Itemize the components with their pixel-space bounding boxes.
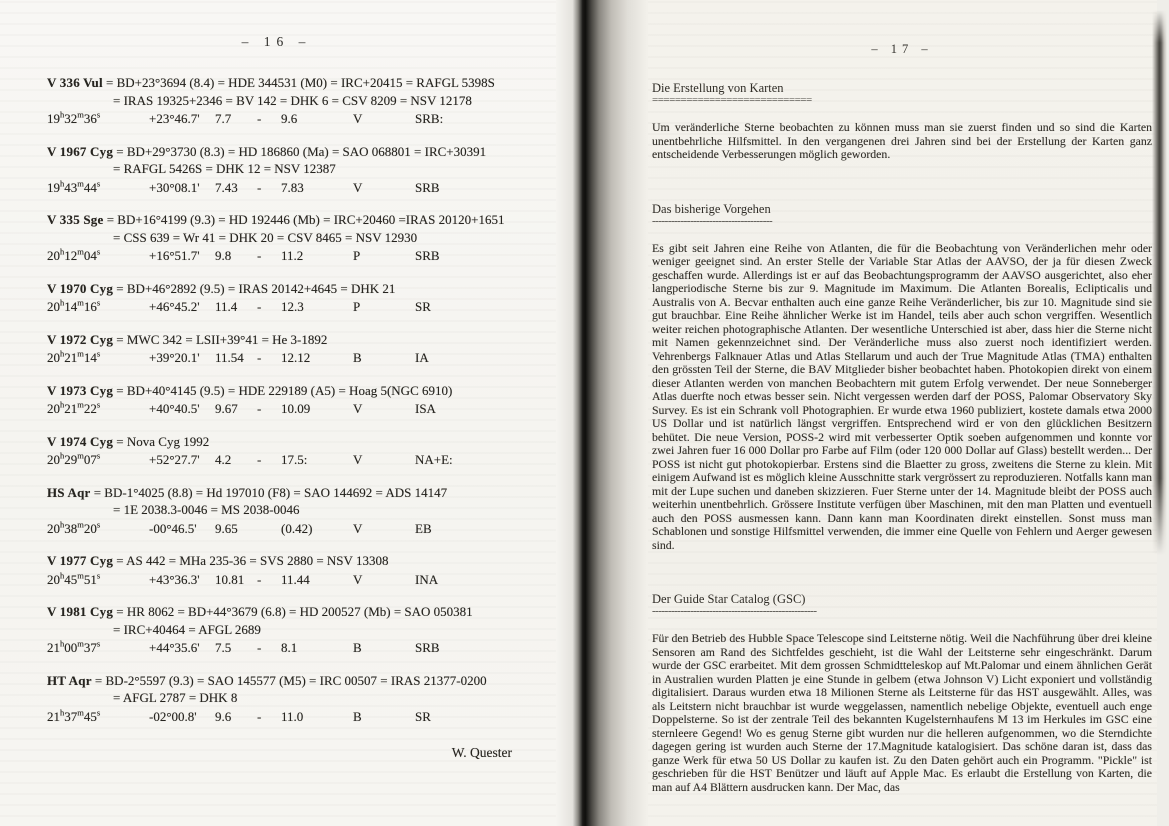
magnitude-min: 4.2 [215,452,232,467]
star-name: HS Aqr [47,484,91,500]
magnitude-min: 7.7 [215,111,232,126]
right-ascension: 20$^h$45$^m$51$^s$ [47,570,101,587]
variability-type: NA+E: [415,452,453,467]
photometric-band: V [353,571,363,587]
star-name: HT Aqr [47,672,92,688]
star-entry [47,603,546,657]
star-identifiers: = BD+29°3730 (8.3) = HD 186860 (Ma) = SAO 068801 = IRC+30391 [113,143,487,159]
star-entry [47,382,546,418]
photometric-band: B [353,350,362,365]
star-name: V 335 Sge [47,212,104,227]
star-identifiers-continued: = RAFGL 5426S = DHK 12 = NSV 12387 [113,161,336,176]
star-entry-head [47,433,546,451]
photometric-band: V [353,452,363,467]
star-identifiers: = HR 8062 = BD+44°3679 (6.8) = HD 200527 (Mb) = SAO 050381 [113,604,473,619]
variability-type: ISA [415,401,436,416]
star-data-row [47,708,546,726]
magnitude-min: 9.8 [215,248,232,263]
magnitude-range-dash: - [257,111,262,126]
book-gutter-shadow [556,0,648,826]
magnitude-max: 11.2 [281,248,304,263]
page-16 [0,0,560,826]
star-entry-head [47,552,546,570]
star-entry [47,211,546,265]
star-identifiers: = BD+46°2892 (9.5) = IRAS 20142+4645 = DHK 21 [113,280,396,296]
declination: +43°36.3' [149,571,200,587]
right-ascension: 19$^h$43$^m$44$^s$ [47,178,101,195]
star-identifiers-continued: = CSS 639 = Wr 41 = DHK 20 = CSV 8465 = NSV 12930 [113,229,418,245]
magnitude-range-dash: - [257,299,262,314]
star-name: V 1967 Cyg [47,143,114,159]
photometric-band: B [353,640,362,655]
right-ascension: 19$^h$32$^m$36$^s$ [47,109,101,126]
variability-type: SR [415,708,431,724]
magnitude-range-dash: - [257,708,262,724]
magnitude-range-dash: - [257,640,262,655]
photometric-band: V [353,179,363,195]
page-16-content [0,0,560,761]
magnitude-min: 9.6 [215,708,232,724]
variability-type: EB [415,520,432,536]
page-17 [648,0,1157,826]
star-entry-head [47,211,546,229]
section-heading-underline: -------------------------------------- [652,214,773,227]
star-identifiers-continued: = IRAS 19325+2346 = BV 142 = DHK 6 = CSV 8209 = NSV 12178 [113,92,472,108]
scan-right-edge [1152,10,1167,555]
star-entry-head [47,331,546,349]
section-heading-underline: ============================ [652,94,812,106]
variability-type: SR [415,299,431,314]
magnitude-max: 17.5: [281,452,308,467]
magnitude-min: 7.43 [215,179,238,195]
author-signature: W. Quester [451,745,512,760]
declination: -00°46.5' [149,520,197,536]
declination: +46°45.2' [149,299,200,314]
star-entry-head [47,382,546,400]
star-data-row [47,298,546,316]
photometric-band: P [353,248,361,263]
star-entry-head [47,603,546,621]
star-identifiers: = BD-2°5597 (9.3) = SAO 145577 (M5) = IRC 00507 = IRAS 21377-0200 [91,672,487,688]
photometric-band: P [353,299,361,314]
declination: +39°20.1' [149,350,200,365]
star-identifiers: = BD+40°4145 (9.5) = HDE 229189 (A5) = Hoag 5(NGC 6910) [113,382,453,398]
star-identifiers: = BD+23°3694 (8.4) = HDE 344531 (M0) = IRC+20415 = RAFGL 5398S [102,75,495,90]
photometric-band: B [353,708,362,724]
star-identifiers: = BD+16°4199 (9.3) = HD 192446 (Mb) = IRC+20460 =IRAS 20120+1651 [103,212,505,227]
star-entry [47,484,546,538]
star-entry [47,331,546,367]
right-ascension: 20$^h$21$^m$22$^s$ [47,399,101,416]
star-data-row [47,110,546,128]
right-ascension: 21$^h$37$^m$45$^s$ [47,707,101,724]
section-heading: Das bisherige Vorgehen [652,201,771,216]
magnitude-range-dash: - [257,401,262,416]
star-entry [47,143,546,197]
star-entry-head [47,280,546,298]
star-data-row [47,520,546,538]
star-identifiers-continued: = AFGL 2787 = DHK 8 [113,690,238,705]
magnitude-min: 11.54 [215,350,244,365]
star-identifiers: = AS 442 = MHa 235-36 = SVS 2880 = NSV 13308 [113,553,389,568]
section-heading: Der Guide Star Catalog (GSC) [652,592,806,606]
magnitude-max: (0.42) [281,520,313,536]
right-ascension: 20$^h$38$^m$20$^s$ [47,519,101,536]
magnitude-range-dash: - [257,248,262,263]
star-name: V 336 Vul [47,75,103,90]
star-entry [47,74,546,128]
star-name: V 1977 Cyg [47,553,114,568]
magnitude-max: 7.83 [281,179,304,195]
article-section [652,81,1152,162]
right-ascension: 20$^h$12$^m$04$^s$ [47,246,101,263]
section-paragraph: Um veränderliche Sterne beobachten zu können muss man sie zuerst finden und so sind die Karten unentbehrliche Hilfsmittel. In den vergangenen drei Jahren sind bei der Erstellung der Karten ganz entscheidende Verbesserungen möglich geworden. [652,120,1152,161]
magnitude-min: 7.5 [215,640,232,655]
declination: -02°00.8' [149,708,197,724]
variability-type: SRB: [415,111,444,126]
star-entry [47,672,546,726]
star-name: V 1970 Cyg [47,280,114,296]
star-data-row [47,571,546,589]
section-heading-underline: ---------------------------------------------------- [652,605,817,617]
magnitude-max: 11.44 [281,571,310,587]
star-entry [47,552,546,588]
entries [47,74,546,725]
declination: +16°51.7' [149,248,200,263]
right-ascension: 20$^h$21$^m$14$^s$ [47,348,101,365]
right-ascension: 21$^h$00$^m$37$^s$ [47,638,101,655]
star-name: V 1973 Cyg [47,382,114,398]
magnitude-range-dash: - [257,179,262,195]
star-identifiers: = Nova Cyg 1992 [113,433,210,449]
magnitude-min: 10.81 [215,571,245,587]
star-data-row [47,179,546,197]
section-paragraph: Für den Betrieb des Hubble Space Telescope sind Leitsterne nötig. Weil die Nachführung über drei kleine Sensoren am Rand des Sichtfeldes geschieht, ist die Wahl der Leitsterne sehr eingeschränkt. Darum wurde der GSC erarbeitet. Mit dem grossen Schmidtteleskop auf Mt.Palomar und einem ähnlichen Gerät in Australien wurden Platten je eine Stunde in gelbem (etwa Johnson V) Licht exponiert und vollständig digitalisiert. Daraus wurden etwa 18 Milionen Sterne als Leitsterne für das HST ausgewählt. Alles, was als Leitstern nicht brauchbar ist wurde weggelassen, namentlich nebelige Objekte, eventuell auch enge Doppelsterne. So ist der zentrale Teil des bekannten Kugelsternhaufens M 13 im Herkules im GSC eine sternleere Gegend! Wo es genug Sterne gibt wurden nur die helleren aufgenommen, wo die Sterndichte dagegen gering ist wurden auch Sterne der 17.Magnitude katalogisiert. Das schöne daran ist, dass das ganze Werk für etwa 50 US Dollar zu kaufen ist. Zu den Daten gehört auch ein Programm. "Pickle" ist geschrieben für die HST Benützer und läuft auf Apple Mac. Es erlaubt die Erstellung von Karten, die man auf A4 Blättern ausdrucken kann. Der Mac, das [652,631,1152,794]
declination: +23°46.7' [149,111,200,126]
star-data-row [47,451,546,469]
magnitude-range-dash: - [257,452,262,467]
magnitude-max: 11.0 [281,708,304,724]
star-identifiers-continued: = 1E 2038.3-0046 = MS 2038-0046 [113,502,300,517]
declination: +52°27.7' [149,452,200,467]
magnitude-range-dash: - [257,571,262,587]
variability-type: SRB [415,179,440,195]
variability-type: INA [415,571,439,587]
photometric-band: V [353,520,363,536]
magnitude-min: 11.4 [215,299,238,314]
page-17-content [648,0,1157,794]
photometric-band: V [353,401,363,416]
star-name: V 1972 Cyg [47,331,114,347]
page-number-right: – 17 – [871,42,933,56]
section-paragraph: Es gibt seit Jahren eine Reihe von Atlanten, die für die Beobachtung von Veränderlichen mehr oder weniger geeignet sind. An erster Stelle der Variable Star Atlas der AAVSO, der ja für diesen Zweck geschaffen wurde. Allerdings ist er auf das Beobachtungsprogramm der AAVSO ausgerichtet, also eher langperiodische Sterne bis zur 9. Magnitude im Maximum. Die Atlanten Borealis, Eclipticalis und Australis von A. Becvar enthalten auch eine ganze Reihe Veränderlicher, bis zur 10. Magnitude sind sie gut brauchbar. Eine Reihe ähnlicher Werke ist im Handel, teils aber auch schon vergriffen. Wesentlich weiter reichen photographische Atlanten. Der wesentliche Unterschied ist aber, dass hier die Sterne nicht mit Namen gekennzeichnet sind. Der Veränderliche muss also zuerst noch identifiziert werden. Vehrenbergs Falknauer Atlas und Atlas Stellarum und auch der True Magnitude Atlas (TMA) enthalten den grössten Teil der Sterne, die BAV Mitglieder bisher beobachtet haben. Photokopien direkt von einem dieser Atlanten werden von manchen Beobachtern mit gutem Erfolg verwendet. Der neue Sonneberger Atlas duerfte noch etwas besser sein. Nicht vergessen werden darf der POSS, Palomar Observatory Sky Survey. Es ist ein Schrank voll Photographien. Er wurde etwa 1960 publiziert, kostete damals etwa 2000 US Dollar und ist natürlich längst vergriffen. Entsprechend wird er von den glücklichen Besitzern behütet. Die neue Version, POSS-2 wird mit verbesserter Optik soeben aufgenommen und konnte vor zwei Jahren fuer 16 000 Dollar pro Farbe auf Film (oder 120 000 Dollar auf Glass) bestellt werden... Der POSS ist nicht gut photokopierbar. Erstens sind die Blaetter zu gross, zweitens die Sterne zu klein. Mit einigem Aufwand ist es möglich kleine Ausschnitte stark vergrössert zu reproduzieren. Notfalls kann man mit der Lupe suchen und daneben skizzieren. Fuer Sterne unter der 14. Magnitude bleibt der POSS auch weiterhin unentbehrlich. Grössere Institute verfügen über Maschinen, mit den man Platten und eventuell auch den POSS ausmessen kann. Dann kann man Koordinaten direkt einstellen. Sonst muss man Schablonen und sonstige Hilfsmittel verwenden, die immer eine Quelle von Fehlern und Aerger gewesen sind. [652,240,1152,552]
star-entry-head [47,74,546,92]
page-number-left: – 16 – [241,34,312,49]
magnitude-max: 12.12 [281,350,311,365]
article-section [652,202,1152,553]
magnitude-max: 8.1 [281,640,298,655]
star-identifiers: = BD-1°4025 (8.8) = Hd 197010 (F8) = SAO 144692 = ADS 14147 [90,484,448,500]
magnitude-range-dash: - [257,350,262,365]
right-ascension: 20$^h$14$^m$16$^s$ [47,297,101,314]
star-identifiers-continued: = IRC+40464 = AFGL 2689 [113,621,261,637]
star-data-row [47,639,546,657]
variability-type: SRB [415,248,440,263]
magnitude-min: 9.65 [215,520,238,536]
declination: +40°40.5' [149,401,200,416]
article-section [652,592,1152,794]
sections [652,81,1152,794]
star-data-row [47,400,546,418]
magnitude-max: 10.09 [281,401,311,416]
star-entry-head [47,672,546,690]
star-identifiers: = MWC 342 = LSII+39°41 = He 3-1892 [113,331,328,347]
star-entry-head [47,484,546,502]
star-name: V 1974 Cyg [47,433,114,449]
star-entry-head [47,143,546,161]
declination: +44°35.6' [149,640,200,655]
star-entry [47,280,546,316]
magnitude-max: 9.6 [281,111,298,126]
variability-type: IA [415,350,429,365]
star-data-row [47,349,546,367]
photometric-band: V [353,111,363,126]
section-heading: Die Erstellung von Karten [652,81,784,95]
magnitude-min: 9.67 [215,401,238,416]
star-entry [47,433,546,469]
variability-type: SRB [415,640,440,655]
star-name: V 1981 Cyg [47,604,114,619]
magnitude-max: 12.3 [281,299,304,314]
declination: +30°08.1' [149,179,200,195]
star-data-row [47,247,546,265]
right-ascension: 20$^h$29$^m$07$^s$ [47,450,101,467]
